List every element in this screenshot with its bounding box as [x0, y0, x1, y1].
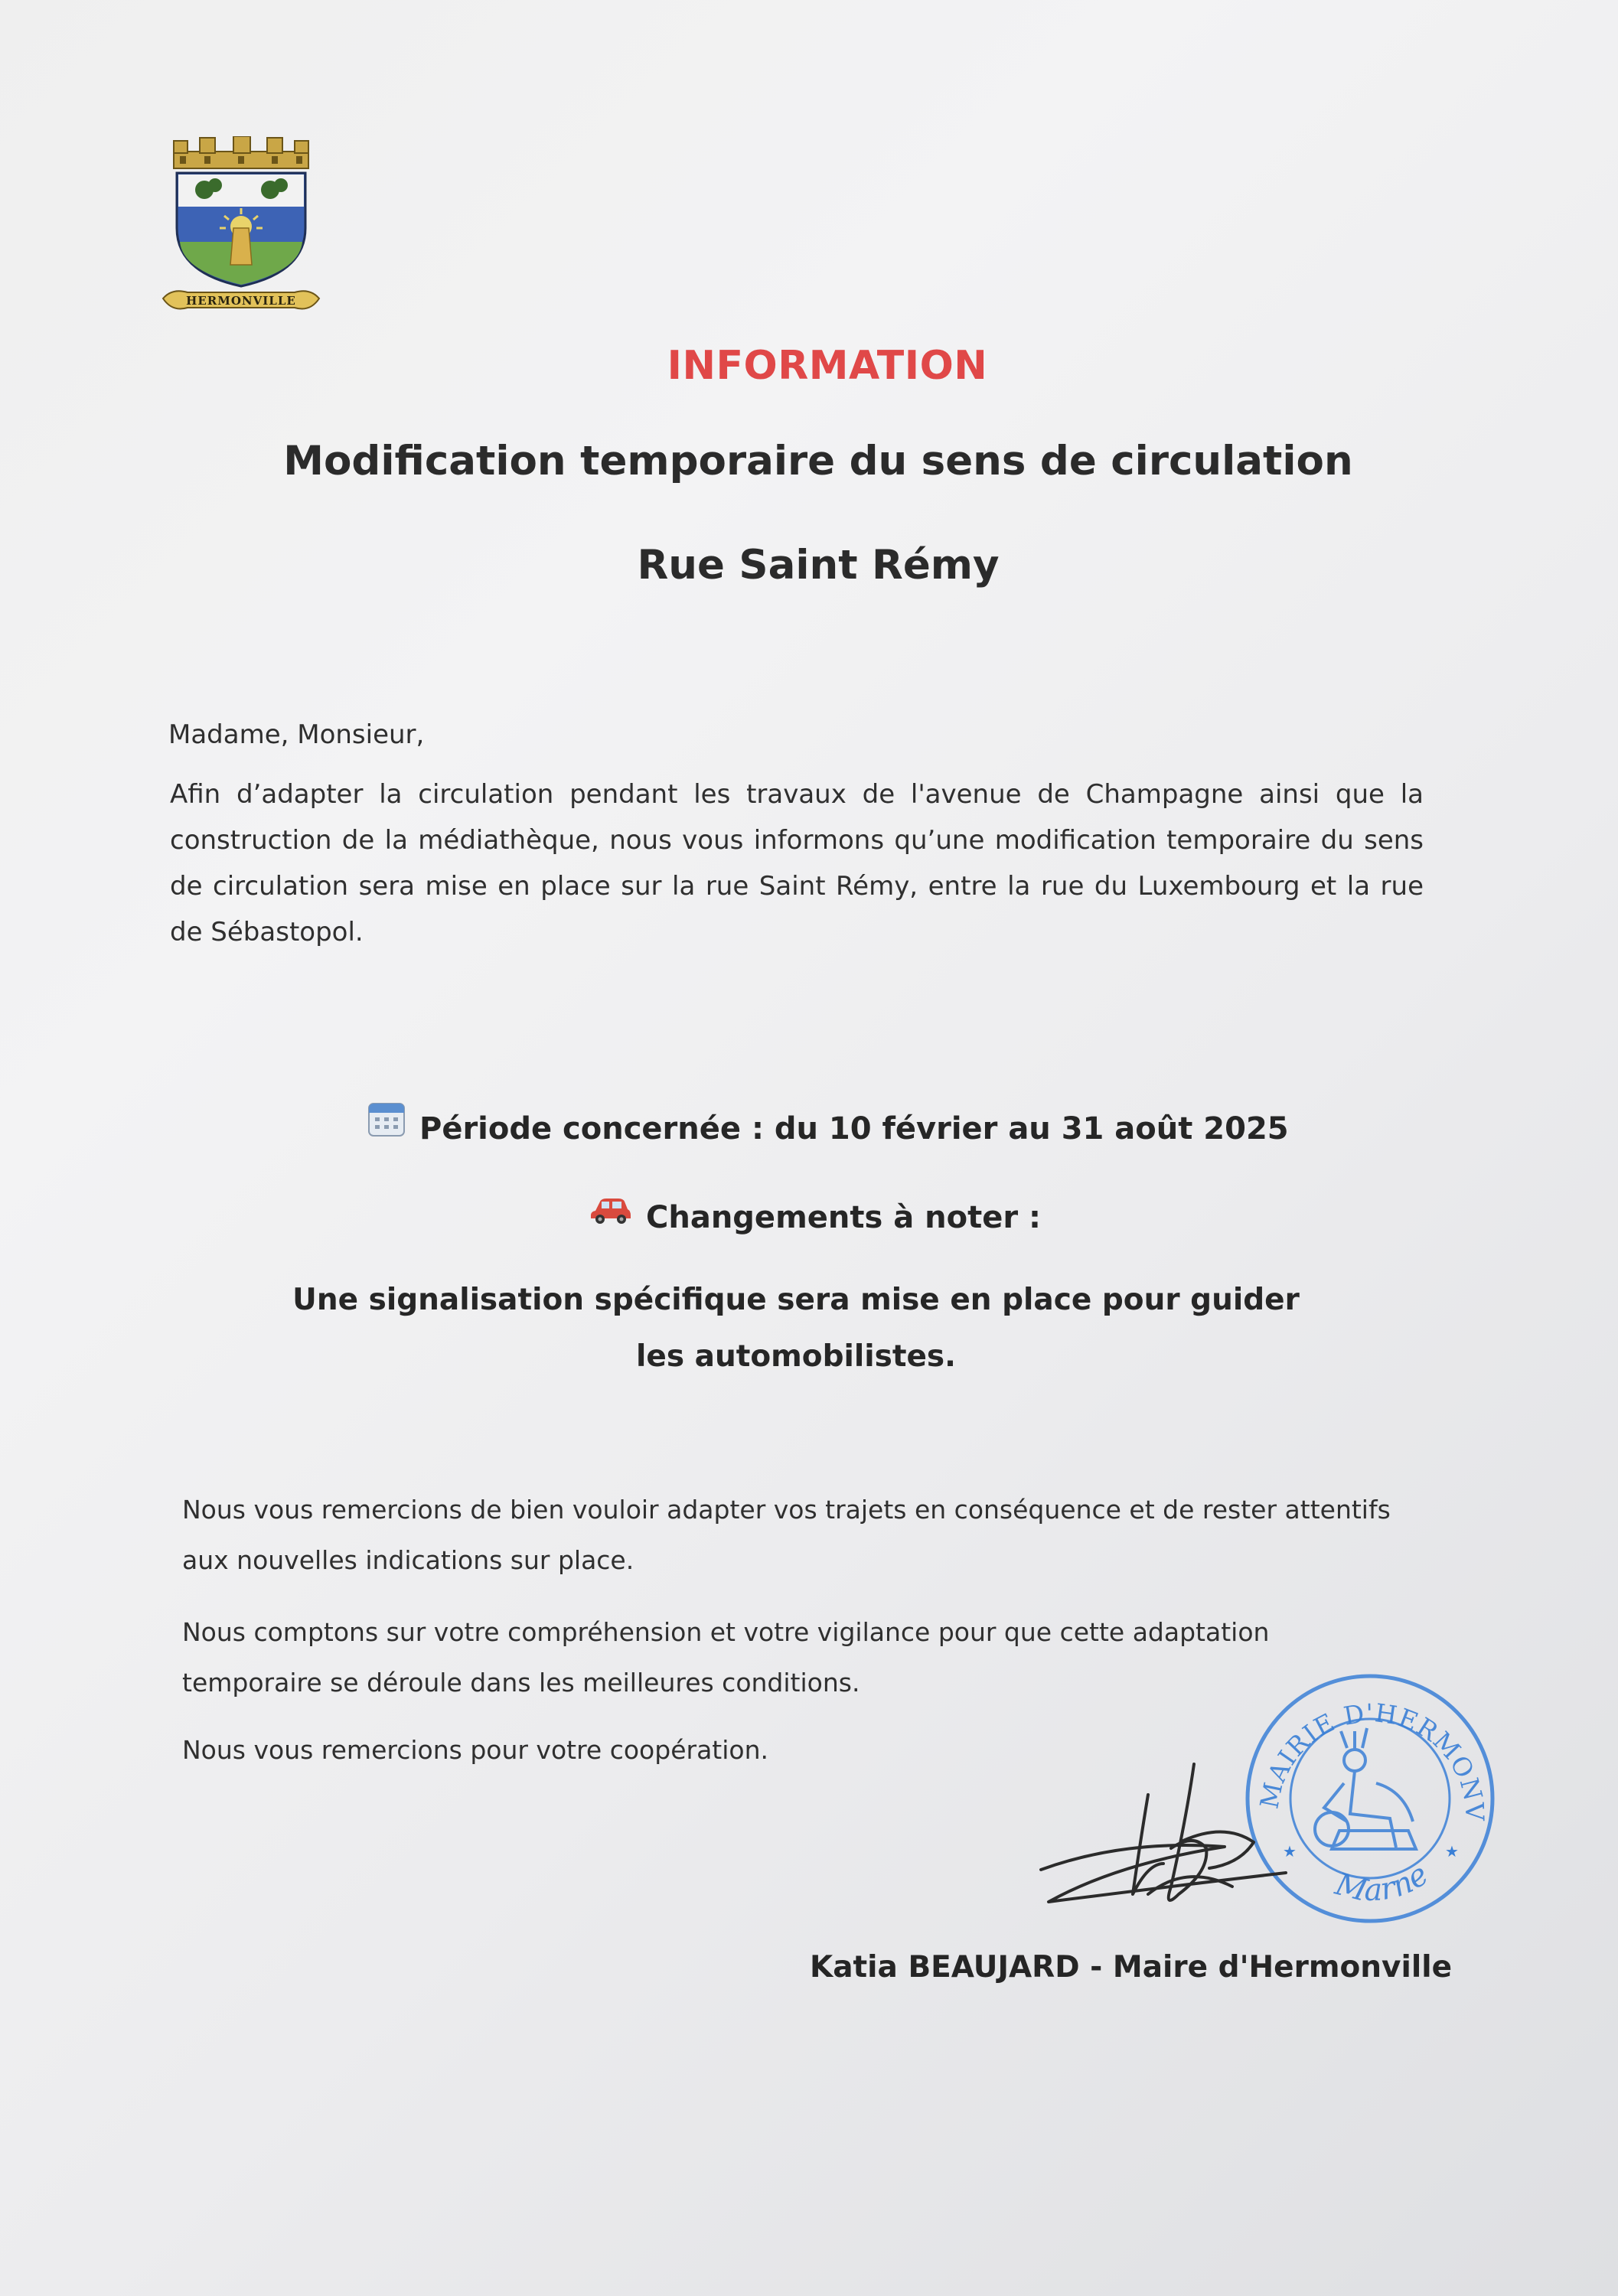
svg-text:★: ★ — [1283, 1844, 1297, 1861]
coat-of-arms-logo — [157, 136, 325, 320]
crest-icon — [157, 136, 325, 320]
handwritten-signature — [1033, 1749, 1316, 1932]
page-title: Modification temporaire du sens de circulation — [283, 438, 1353, 484]
closing-paragraph-3: Nous vous remercions pour votre coopération. — [182, 1735, 768, 1765]
intro-paragraph: Afin d’adapter la circulation pendant les travaux de l'avenue de Champagne ainsi que la construction de la médiathèque, nous vous informons qu’une modification temporaire du sens de circulation sera mise en place sur la rue Saint Rémy, entre la rue du Luxembourg et la rue de Sébastopol. — [170, 779, 1424, 947]
changes-line — [589, 1191, 1041, 1246]
page-subtitle: Rue Saint Rémy — [637, 542, 1000, 589]
stamp-ring-text: MAIRIE D'HERMONV — [1254, 1698, 1490, 1822]
crest-banner-text: HERMONVILLE — [186, 294, 296, 308]
closing-paragraph-1: Nous vous remercions de bien vouloir adapter vos trajets en conséquence et de rester attentifs aux nouvelles indications sur place. — [182, 1495, 1391, 1575]
calendar-icon — [367, 1101, 406, 1154]
car-icon — [589, 1189, 632, 1243]
period-text: Période concernée : du 10 février au 31 août 2025 — [419, 1111, 1289, 1146]
info-label: INFORMATION — [667, 343, 988, 389]
svg-text:Marne — [1331, 1857, 1435, 1909]
signalisation-text: Une signalisation spécifique sera mise en place pour guider les automobilistes. — [292, 1283, 1300, 1374]
changes-text: Changements à noter : — [646, 1200, 1041, 1235]
signer-name: Katia BEAUJARD - Maire d'Hermonville — [810, 1950, 1453, 1985]
stamp-bottom-text: Marne — [1332, 1857, 1435, 1909]
period-line — [367, 1102, 1289, 1157]
svg-text:★: ★ — [1445, 1844, 1459, 1861]
closing-paragraph-2: Nous comptons sur votre compréhension et votre vigilance pour que cette adaptation temporaire se déroule dans les meilleures conditions. — [182, 1617, 1270, 1698]
salutation: Madame, Monsieur, — [168, 719, 425, 750]
